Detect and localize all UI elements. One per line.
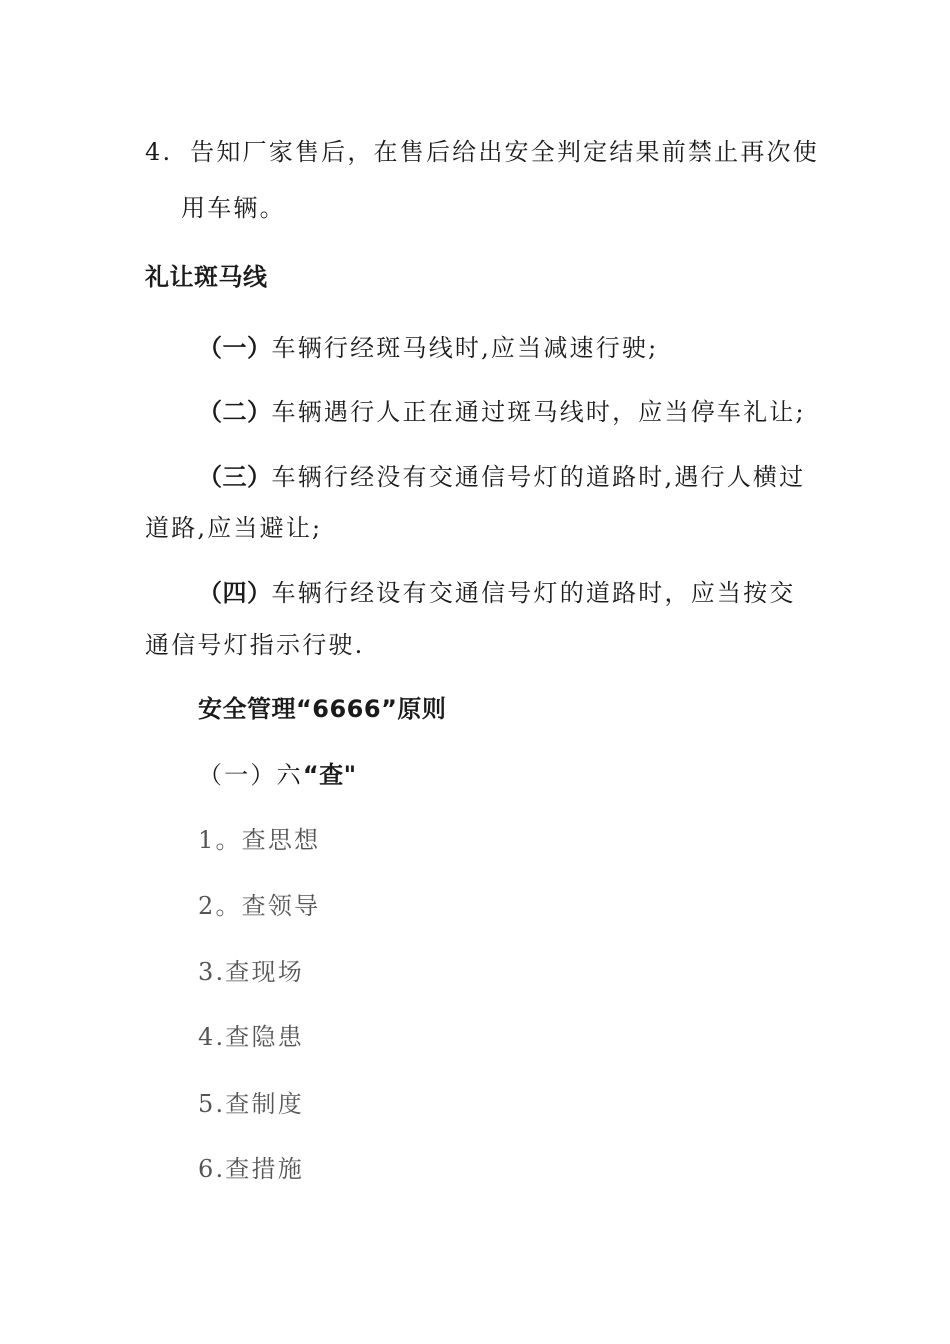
zebra-rule-1-label: （一） [198, 334, 272, 362]
zebra-rule-4-text-1: 车辆行经设有交通信号灯的道路时，应当按交 [271, 579, 796, 607]
sub-heading-label: （一）六 [198, 761, 303, 789]
sub-heading-text: “查" [302, 761, 357, 789]
zebra-rule-3-line-1 [198, 462, 805, 492]
zebra-rule-3-text-1: 车辆行经没有交通信号灯的道路时,遇行人横过 [271, 463, 806, 491]
list-item: 5.查制度 [198, 1090, 304, 1118]
section-title-6666: 安全管理“6666”原则 [198, 695, 447, 723]
list-item: 4.查隐患 [198, 1023, 304, 1051]
zebra-rule-2-text: 车辆遇行人正在通过斑马线时，应当停车礼让; [271, 398, 806, 426]
zebra-rule-2-label: （二） [198, 398, 272, 426]
section-title-zebra: 礼让斑马线 [145, 263, 268, 291]
zebra-rule-1-text: 车辆行经斑马线时,应当减速行驶; [271, 334, 659, 362]
zebra-rule-3-label: （三） [198, 463, 272, 491]
zebra-rule-4-label: （四） [198, 579, 272, 607]
zebra-rule-3-line-2: 道路,应当避让; [145, 514, 323, 542]
list-item: 6.查措施 [198, 1155, 304, 1183]
zebra-rule-2 [198, 397, 806, 427]
item-4-line-1 [145, 137, 819, 167]
item-4-text: 告知厂家售后，在售后给出安全判定结果前禁止再次使 [190, 138, 819, 166]
item-4-number: 4. [145, 138, 173, 166]
zebra-rule-4-line-1 [198, 578, 796, 608]
item-4-line-2: 用车辆。 [181, 194, 286, 222]
list-item: 3.查现场 [198, 958, 304, 986]
sub-heading-six-checks [198, 760, 357, 790]
zebra-rule-1 [198, 333, 658, 363]
list-item: 2。查领导 [198, 892, 321, 920]
zebra-rule-4-line-2: 通信号灯指示行驶. [145, 631, 365, 659]
list-item: 1。查思想 [198, 826, 321, 854]
